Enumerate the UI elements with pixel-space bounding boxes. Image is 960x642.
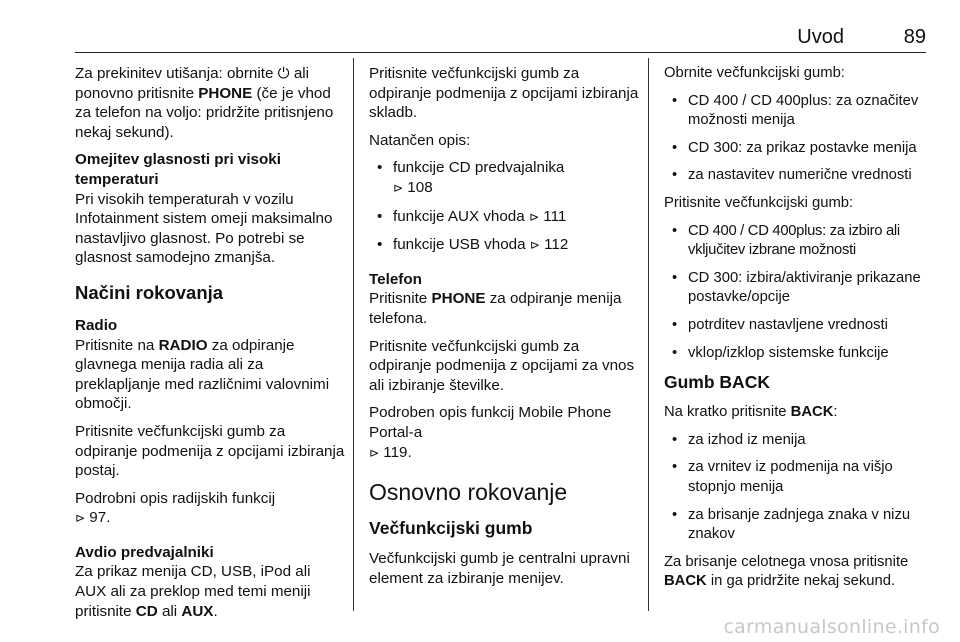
button-name: BACK <box>790 404 834 421</box>
paragraph: Za brisanje celotnega vnosa pritisnite BACK in ga pridržite nekaj sekund. <box>664 553 909 590</box>
page-link[interactable]: 112 <box>544 236 569 254</box>
page-ref-arrow-icon: ⊳ <box>75 511 86 526</box>
list-item: • potrditev nastavljene vrednosti <box>664 316 928 336</box>
list-item: • CD 300: izbira/aktiviranje prikazane postavke/opcije <box>664 269 928 308</box>
list-item: • funkcije AUX vhoda ⊳ 111 <box>369 207 641 228</box>
button-name: PHONE <box>431 290 486 308</box>
paragraph: Pritisnite PHONE za odpiranje menija telefona. <box>369 290 622 327</box>
page-link[interactable]: 97. <box>89 509 111 527</box>
paragraph: Natančen opis: <box>369 131 471 149</box>
section-heading: Načini rokovanja <box>75 281 224 303</box>
button-name: CD <box>135 602 158 620</box>
paragraph: Pritisnite večfunkcijski gumb: <box>664 194 854 211</box>
section-title: Uvod <box>797 26 844 48</box>
paragraph: Pritisnite večfunkcijski gumb za odpiranje podmenija z opcijami izbiranja postaj. <box>75 422 345 480</box>
list-item: • za brisanje zadnjega znaka v nizu znakov <box>664 506 928 545</box>
page-link[interactable]: 111 <box>543 207 567 225</box>
paragraph: Pri visokih temperaturah v vozilu Infotainment sistem omeji maksimalno nastavljivo glasnost. Po potrebi se glasnost samodejno zmanjša. <box>75 190 333 267</box>
column-3 <box>664 64 928 600</box>
column-divider <box>353 58 354 611</box>
paragraph: Na kratko pritisnite BACK: <box>664 404 838 421</box>
list-item: • CD 400 / CD 400plus: za označitev možnosti menija <box>664 92 928 131</box>
list-item: • vklop/izklop sistemske funkcije <box>664 344 928 364</box>
page-link[interactable]: 108 <box>407 178 433 196</box>
section-heading: Osnovno rokovanje <box>369 479 568 506</box>
paragraph: Pritisnite večfunkcijski gumb za odpiranje podmenija z opcijami izbiranja skladb. <box>369 65 639 122</box>
list-item: • funkcije USB vhoda ⊳ 112 <box>369 235 641 256</box>
paragraph: Podroben opis funkcij Mobile Phone Portal-a ⊳ 119. <box>369 404 612 461</box>
list-item: • za izhod iz menija <box>664 431 928 451</box>
page-ref-arrow-icon: ⊳ <box>369 445 380 460</box>
bullet-list <box>664 431 928 545</box>
column-divider <box>648 58 649 611</box>
paragraph: Večfunkcijski gumb je centralni upravni element za izbiranje menijev. <box>369 550 630 587</box>
paragraph: Podrobni opis radijskih funkcij ⊳ 97. <box>75 489 276 527</box>
column-1 <box>75 64 345 629</box>
subsection-heading: Večfunkcijski gumb <box>369 518 533 539</box>
subheading: Telefon <box>369 270 422 288</box>
bullet-list <box>664 92 928 186</box>
list-item: • za nastavitev numerične vrednosti <box>664 166 928 186</box>
button-name: PHONE <box>198 84 253 102</box>
list-item: • za vrnitev iz podmenija na višjo stopnjo menija <box>664 458 928 497</box>
page-number: 89 <box>903 26 926 48</box>
button-name: RADIO <box>158 336 208 354</box>
bullet-list <box>369 158 641 255</box>
paragraph: Za prekinitev utišanja: obrnite ⏻ ali ponovno pritisnite PHONE (če je vhod za telefon na voljo: pridržite pritisnjeno nekaj sekund). <box>75 65 334 141</box>
paragraph: Obrnite večfunkcijski gumb: <box>664 65 845 81</box>
subheading: Omejitev glasnosti pri visoki temperaturi <box>75 151 281 188</box>
list-item: • funkcije CD predvajalnika ⊳ 108 <box>369 158 641 198</box>
paragraph: Pritisnite večfunkcijski gumb za odpiranje podmenija z opcijami za vnos ali izbiranje številke. <box>369 337 635 394</box>
page-ref-arrow-icon: ⊳ <box>528 209 540 224</box>
page-link[interactable]: 119. <box>383 443 412 461</box>
paragraph: Za prikaz menija CD, USB, iPod ali AUX ali za preklop med temi meniji pritisnite CD ali AUX. <box>75 563 311 620</box>
subheading: Avdio predvajalniki <box>75 543 214 561</box>
list-item: • CD 300: za prikaz postavke menija <box>664 139 928 159</box>
button-name: BACK <box>664 573 707 590</box>
column-2 <box>369 64 641 596</box>
button-name: AUX <box>181 602 214 620</box>
page-ref-arrow-icon: ⊳ <box>529 238 540 253</box>
watermark: carmanualsonline.info <box>723 616 940 638</box>
subsection-heading: Gumb BACK <box>664 372 770 393</box>
page-ref-arrow-icon: ⊳ <box>393 180 404 195</box>
paragraph: Pritisnite na RADIO za odpiranje glavnega menija radia ali za preklapljanje med različnimi valovnimi območji. <box>75 336 330 413</box>
subheading: Radio <box>75 316 118 334</box>
list-item: • CD 400 / CD 400plus: za izbiro ali vključitev izbrane možnosti <box>664 222 928 261</box>
bullet-list <box>664 222 928 364</box>
power-icon: ⏻ <box>277 65 290 82</box>
page-header <box>75 22 926 53</box>
